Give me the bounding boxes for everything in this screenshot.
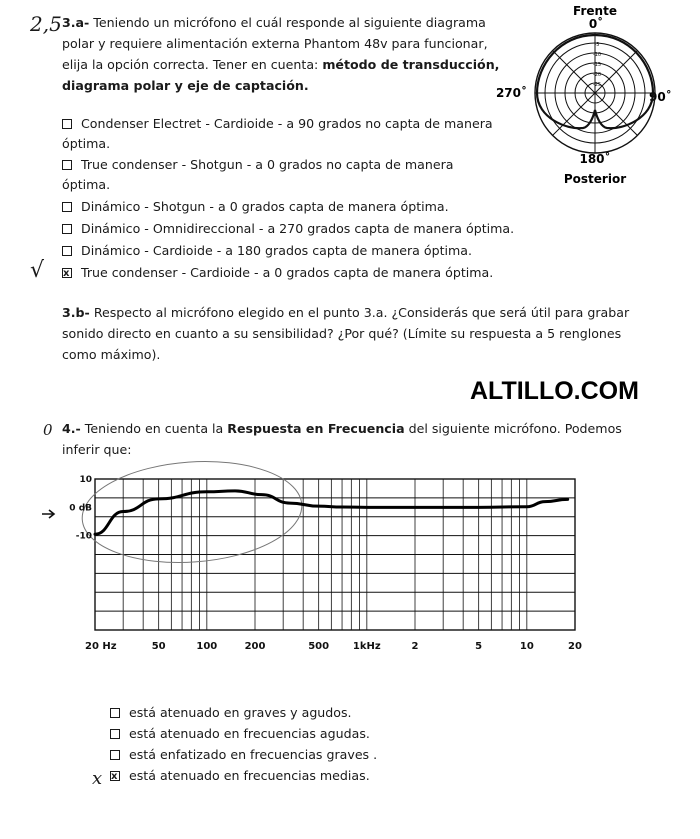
checkbox-checked[interactable]: [110, 771, 120, 781]
question-4: [62, 418, 622, 460]
checkbox[interactable]: [62, 119, 72, 129]
option-label: True condenser - Cardioide - a 0 grados capta de manera óptima.: [81, 265, 494, 280]
handwritten-grade: 2,5: [30, 12, 62, 36]
option-4-3[interactable]: [110, 744, 377, 765]
x-tick-label: 5: [475, 641, 483, 652]
x-tick-label: 500: [308, 641, 330, 652]
polar-270-label: 270˚: [495, 86, 527, 100]
checkbox[interactable]: [110, 750, 120, 760]
question-text: elija la opción correcta. Tener en cuenta:: [62, 57, 323, 72]
question-3b: [62, 302, 662, 365]
option-4-1[interactable]: [110, 702, 352, 723]
option-3a-2[interactable]: [62, 154, 453, 175]
polar-ring-label: -5: [594, 42, 600, 48]
handwritten-wrong-mark: x: [92, 768, 103, 789]
arrow-marker-icon: [42, 510, 54, 518]
y-tick-label: -10: [75, 531, 92, 542]
option-label: Condenser Electret - Cardioide - a 90 grados no capta de manera: [81, 116, 493, 131]
question-number: 3.a-: [62, 15, 90, 30]
question-emphasis: Respuesta en Frecuencia: [227, 421, 405, 436]
x-tick-label: 1kHz: [352, 641, 381, 652]
polar-ring-label: -10: [592, 52, 602, 58]
question-emphasis: método de transducción,: [322, 57, 500, 72]
option-3a-4[interactable]: [62, 218, 514, 239]
option-label: está atenuado en frecuencias agudas.: [129, 726, 370, 741]
frequency-response-chart: [40, 460, 600, 660]
option-3a-1[interactable]: [62, 113, 493, 134]
polar-ring-label: -15: [592, 62, 602, 68]
option-3a-6[interactable]: [62, 262, 493, 283]
polar-0-label: 0˚: [588, 17, 604, 31]
question-text: inferir que:: [62, 442, 132, 457]
question-text: como máximo).: [62, 347, 161, 362]
checkbox[interactable]: [62, 202, 72, 212]
x-tick-label: 20 Hz: [85, 641, 117, 652]
option-4-2[interactable]: [110, 723, 370, 744]
question-text: Respecto al micrófono elegido en el punto 3.a. ¿Considerás que será útil para grabar: [93, 305, 630, 320]
option-3a-3[interactable]: [62, 196, 449, 217]
question-number: 3.b-: [62, 305, 90, 320]
question-text: polar y requiere alimentación externa Phantom 48v para funcionar,: [62, 36, 488, 51]
question-text: Teniendo un micrófono el cuál responde al siguiente diagrama: [93, 15, 486, 30]
polar-ring-label: -20: [592, 72, 602, 78]
option-4-4[interactable]: [110, 765, 370, 786]
question-text: Teniendo en cuenta la: [84, 421, 228, 436]
option-label: Dinámico - Cardioide - a 180 grados capta de manera óptima.: [81, 243, 472, 258]
question-text: del siguiente micrófono. Podemos: [404, 421, 622, 436]
option-label: está enfatizado en frecuencias graves .: [129, 747, 378, 762]
polar-back-label: Posterior: [563, 172, 627, 186]
x-tick-label: 10: [519, 641, 534, 652]
checkbox-checked[interactable]: [62, 268, 72, 278]
polar-front-label: Frente: [573, 4, 617, 18]
option-3a-5[interactable]: [62, 240, 472, 261]
x-tick-label: 2: [411, 641, 419, 652]
checkbox[interactable]: [110, 729, 120, 739]
y-tick-label: 0 dB: [69, 503, 92, 514]
option-label: Dinámico - Omnidireccional - a 270 grados capta de manera óptima.: [81, 221, 515, 236]
x-tick-label: 100: [196, 641, 218, 652]
option-label-continued: óptima.: [62, 136, 111, 151]
option-label: está atenuado en frecuencias medias.: [129, 768, 370, 783]
checkbox[interactable]: [62, 246, 72, 256]
watermark-logo: ALTILLO.COM: [470, 377, 639, 405]
x-tick-label: 50: [151, 641, 166, 652]
polar-ring-label: -25: [592, 82, 602, 88]
checkbox[interactable]: [62, 160, 72, 170]
handwritten-checkmark: √: [30, 258, 45, 283]
polar-diagram: [495, 0, 695, 190]
handwritten-circle: [79, 454, 305, 569]
question-3a: [62, 12, 512, 96]
option-label: está atenuado en graves y agudos.: [129, 705, 352, 720]
question-text: sonido directo en cuanto a su sensibilidad? ¿Por qué? (Límite su respuesta a 5 renglones: [62, 326, 622, 341]
option-label: Dinámico - Shotgun - a 0 grados capta de manera óptima.: [81, 199, 449, 214]
x-tick-label: 20: [568, 641, 582, 652]
x-tick-label: 200: [244, 641, 266, 652]
checkbox[interactable]: [62, 224, 72, 234]
polar-90-label: 90˚: [649, 90, 672, 104]
question-number: 4.-: [62, 421, 81, 436]
checkbox[interactable]: [110, 708, 120, 718]
option-label-continued: óptima.: [62, 177, 111, 192]
question-emphasis: diagrama polar y eje de captación.: [62, 78, 309, 93]
option-label: True condenser - Shotgun - a 0 grados no capta de manera: [81, 157, 454, 172]
handwritten-grade: 0: [43, 421, 53, 439]
polar-180-label: 180˚: [579, 152, 611, 166]
y-tick-label: 10: [79, 475, 92, 485]
